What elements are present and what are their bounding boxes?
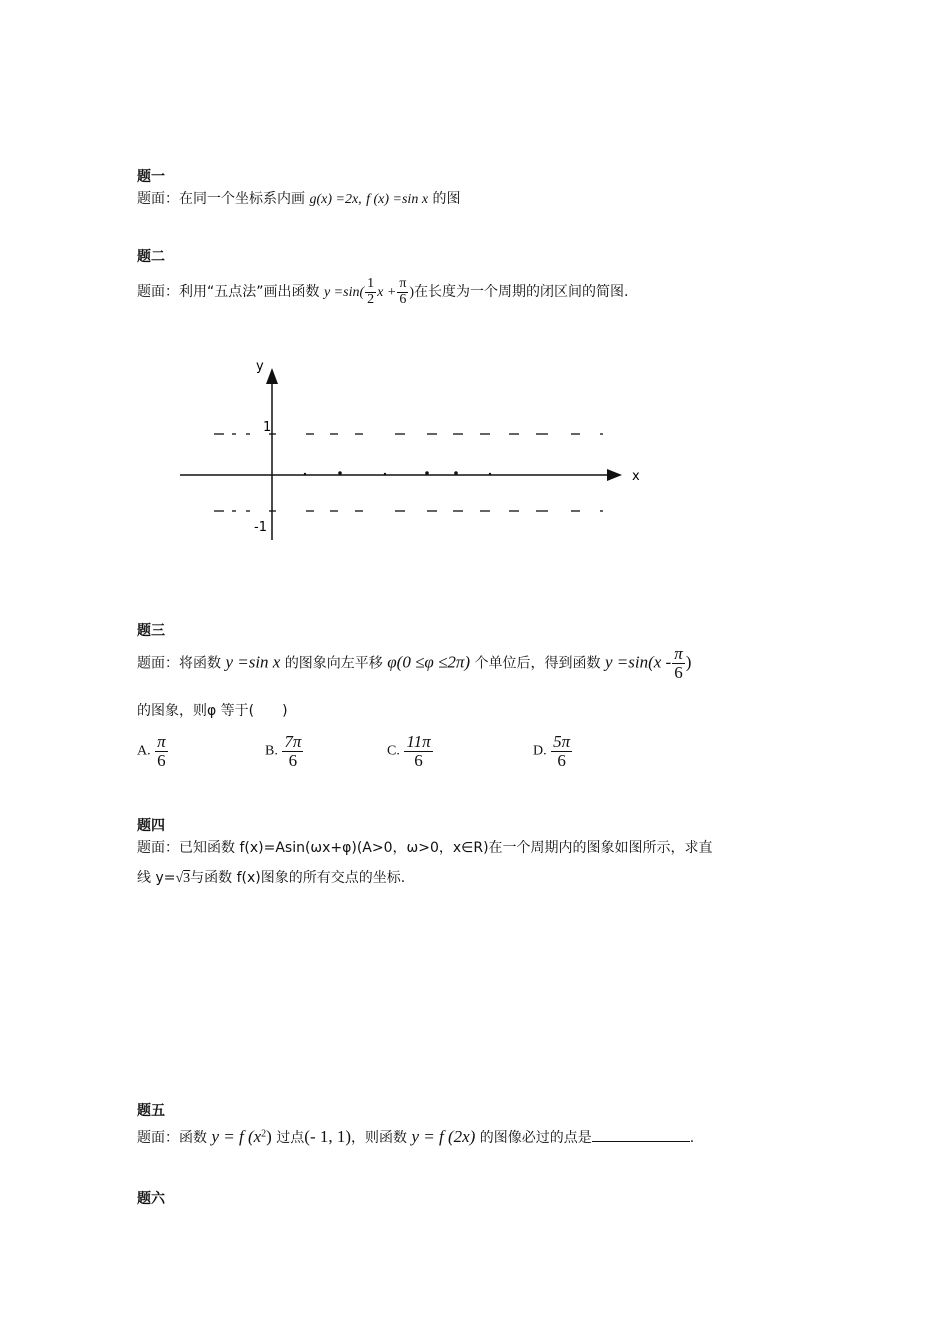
q4-line2-b: 与函数 f(x)图象的所有交点的坐标. xyxy=(190,870,406,886)
q5-end: . xyxy=(689,1130,695,1146)
q2-expr-mid: x + xyxy=(377,285,397,301)
q4-line2-a: 线 y= xyxy=(137,870,176,886)
q3-mid: 的图象向左平移 xyxy=(284,655,383,672)
q5-expr1-end: ) xyxy=(266,1127,272,1146)
tick-label-1: 1 xyxy=(263,420,272,435)
q3-option-b-den: 6 xyxy=(288,750,298,770)
q3-expr1: y =sin x xyxy=(225,652,281,672)
q5-mid: 过点 xyxy=(276,1130,305,1146)
q3-frac-den: 6 xyxy=(674,662,683,682)
q4-title: 题四 xyxy=(137,818,165,834)
q3-option-c-den: 6 xyxy=(414,750,423,770)
q1-prefix: 题面：在同一个坐标系内画 xyxy=(137,191,305,207)
tick-label-neg1: -1 xyxy=(254,520,267,535)
q5-expr2: y = f (2x) xyxy=(411,1127,476,1146)
q1-f-expr: f (x) =sin x xyxy=(366,192,429,207)
q3-option-d xyxy=(533,733,573,770)
q3-option-d-num: 5π xyxy=(553,732,571,751)
q3-option-c-num: 11π xyxy=(406,732,431,751)
q2-frac1-den: 2 xyxy=(367,291,375,307)
q2-frac2-den: 6 xyxy=(399,291,407,307)
q1-text xyxy=(137,188,461,208)
q3-option-b-num: 7π xyxy=(284,732,302,751)
q5-expr1: y = f (x xyxy=(211,1127,262,1146)
q4-line2 xyxy=(137,867,405,887)
q3-option-c-label: C. xyxy=(387,743,400,759)
q3-frac xyxy=(672,645,685,682)
q4-sqrt-value: 3 xyxy=(183,871,191,886)
q2-expr-right: ) xyxy=(409,285,415,301)
q3-option-b xyxy=(265,733,304,770)
q3-option-a-num: π xyxy=(157,732,166,751)
q3-option-a-label: A. xyxy=(137,743,151,759)
q1-suffix: 的图 xyxy=(432,191,461,207)
q3-mid2: 个单位后，得到函数 xyxy=(474,655,601,672)
q5-suffix: 的图像必过的点是 xyxy=(479,1130,592,1146)
q3-option-d-label: D. xyxy=(533,743,547,759)
q3-line1 xyxy=(137,645,691,682)
q3-option-a-den: 6 xyxy=(157,750,166,770)
q2-text xyxy=(137,277,629,307)
q5-point: (- 1, 1) xyxy=(304,1127,352,1146)
y-axis-arrow xyxy=(266,368,278,384)
q5-title: 题五 xyxy=(137,1103,165,1119)
q3-expr3-right: ) xyxy=(685,652,692,672)
q4-sqrt: √3 xyxy=(175,871,191,886)
q3-expr2: φ(0 ≤φ ≤2π) xyxy=(387,652,471,672)
q2-frac2-num: π xyxy=(399,276,407,291)
q3-option-c xyxy=(387,733,434,770)
q3-option-d-frac xyxy=(551,733,572,770)
q3-option-b-frac xyxy=(282,733,303,770)
q3-prefix: 题面：将函数 xyxy=(137,655,221,672)
q2-frac1-num: 1 xyxy=(367,276,375,291)
q3-expr3-left: y =sin(x - xyxy=(604,652,672,672)
q3-frac-num: π xyxy=(674,644,683,663)
y-axis-label: y xyxy=(256,359,264,374)
q1-title: 题一 xyxy=(137,169,165,185)
x-axis-label: x xyxy=(632,469,640,484)
q2-prefix: 题面：利用“五点法”画出函数 xyxy=(137,284,320,301)
q3-line2: 的图象，则φ 等于( ) xyxy=(137,703,288,719)
q2-frac2 xyxy=(397,277,408,307)
q5-sup: 2 xyxy=(261,1128,267,1140)
q6-title: 题六 xyxy=(137,1191,165,1207)
q4-line1: 题面：已知函数 f(x)=Asin(ωx+φ)(A>0，ω>0，x∈R)在一个周期内的图象如图所示，求直 xyxy=(137,840,713,856)
q2-graph xyxy=(170,350,650,550)
q5-answer-blank xyxy=(592,1127,690,1142)
q3-option-d-den: 6 xyxy=(557,750,566,770)
q3-option-a-frac xyxy=(155,733,168,770)
q2-expr-left: y =sin( xyxy=(323,285,365,301)
q3-option-c-frac xyxy=(404,733,432,770)
q5-mid2: ，则函数 xyxy=(351,1130,408,1146)
q3-option-a xyxy=(137,733,169,770)
q2-frac1 xyxy=(365,277,376,307)
x-axis-arrow xyxy=(607,469,622,481)
q5-text xyxy=(137,1127,694,1147)
q2-title: 题二 xyxy=(137,249,165,265)
q5-prefix: 题面：函数 xyxy=(137,1130,207,1146)
q2-suffix: 在长度为一个周期的闭区间的简图. xyxy=(414,284,629,301)
q1-g-expr: g(x) =2x, xyxy=(309,192,362,207)
q3-title: 题三 xyxy=(137,623,165,639)
q3-option-b-label: B. xyxy=(265,743,278,759)
